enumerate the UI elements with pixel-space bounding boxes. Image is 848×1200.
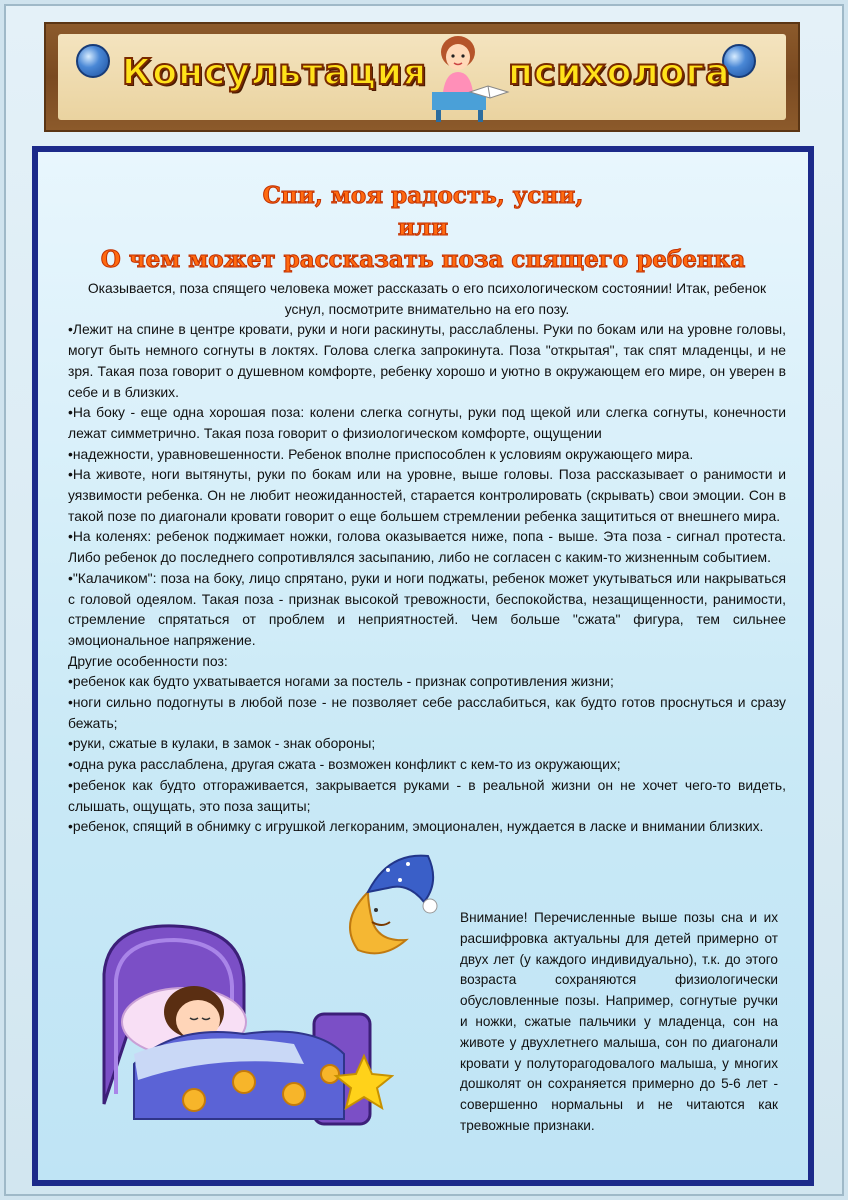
- attention-note: Внимание! Перечисленные выше позы сна и их расшифровка актуальны для детей примерно от двух лет (у каждого индивидуально), т.к. до этого возраста сохраняются физиологически обусловленные позы. Например, согнутые ручки и ножки, сжатые пальчики у младенца, сон на животе у двухлетнего малыша, сон по диагонали кровати у полуторагодовалого малыша, у многих дошколят он сохраняется примерно до 5-6 лет - совершенно нормальны и не читаются как тревожные признаки.: [460, 910, 778, 1133]
- article-paragraph: •"Калачиком": поза на боку, лицо спрятано, руки и ноги поджаты, ребенок может укутываться или накрываться с головой одеялом. Такая поза - признак высокой тревожности, беспокойства, незащищенности, ранимости, стремление спрятаться от проблем и неприятностей. Чем больше "сжата" фигура, тем сильнее эмоциональное напряжение.: [68, 569, 786, 648]
- article-title-line3: О чем может рассказать поза спящего ребенка: [100, 246, 746, 273]
- article-paragraph: •надежности, уравновешенности. Ребенок вполне приспособлен к условиям окружающего мира.: [68, 445, 694, 462]
- header-title-right: психолога: [508, 52, 731, 93]
- article-paragraph: •ребенок как будто ухватывается ногами за постель - признак сопротивления жизни;: [68, 673, 614, 690]
- content-panel: [32, 146, 814, 1186]
- article-paragraph: Оказывается, поза спящего человека может рассказать о его психологическом состоянии! Итак, ребенок уснул, посмотрите внимательно на его позу.: [87, 280, 767, 317]
- article-paragraph: Другие особенности поз:: [68, 652, 228, 669]
- header-title-left: Консультация: [122, 52, 428, 93]
- teacher-reading-icon: [426, 30, 516, 124]
- article-paragraph: •одна рука расслаблена, другая сжата - возможен конфликт с кем-то из окружающих;: [68, 756, 621, 773]
- article-paragraph: •ребенок как будто отгораживается, закрывается руками - в реальной жизни он не хочет чего-то видеть, слышать, ощущать, это поза защиты;: [68, 776, 786, 814]
- article-paragraph: •На животе, ноги вытянуты, руки по бокам или на уровне, выше головы. Поза рассказывает о ранимости и уязвимости ребенка. Он не любит неожиданностей, старается контролировать (скрывать) свои эмоции. Сон в такой позе по диагонали кровати говорит о еще большем стремлении ребенка защититься от внешнего мира.: [68, 466, 786, 524]
- article-title-line1: Спи, моя радость, усни,: [262, 182, 584, 209]
- article-paragraph: •ребенок, спящий в обнимку с игрушкой легкораним, эмоционален, нуждается в ласке и внимании близких.: [68, 818, 764, 835]
- article-body: [68, 278, 786, 837]
- article-paragraph: •Лежит на спине в центре кровати, руки и ноги раскинуты, расслаблены. Руки по бокам или на уровне головы, могут быть немного согнуты в локтях. Голова слегка запрокинута. Поза "открытая", так спят младенцы, и не зря. Такая поза говорит о душевном комфорте, ребенку хорошо и уютно в окружающем его мире, он уверен в себе и в близких.: [68, 321, 786, 400]
- pin-icon: [76, 44, 110, 78]
- article-paragraph: •ноги сильно подогнуты в любой позе - не позволяет себе расслабиться, как будто готов проснуться и сразу бежать;: [68, 694, 786, 731]
- content-panel-inner: [38, 152, 808, 1180]
- article-paragraph: •руки, сжатые в кулаки, в замок - знак обороны;: [68, 735, 376, 752]
- sleeping-child-bed-icon: [94, 904, 394, 1134]
- article-title-line2: или: [397, 214, 449, 241]
- header-banner: [44, 22, 800, 132]
- article-paragraph: •На боку - еще одна хорошая поза: колени слегка согнуты, руки под щекой или слегка согнуты, конечности лежат симметрично. Такая поза говорит о физиологическом комфорте, ощущении: [68, 404, 786, 441]
- article-paragraph: •На коленях: ребенок поджимает ножки, голова оказывается ниже, попа - выше. Эта поза - сигнал протеста. Либо ребенок до последнего сопротивлялся засыпанию, либо не согласен с каким-то жизненным событием.: [68, 528, 786, 566]
